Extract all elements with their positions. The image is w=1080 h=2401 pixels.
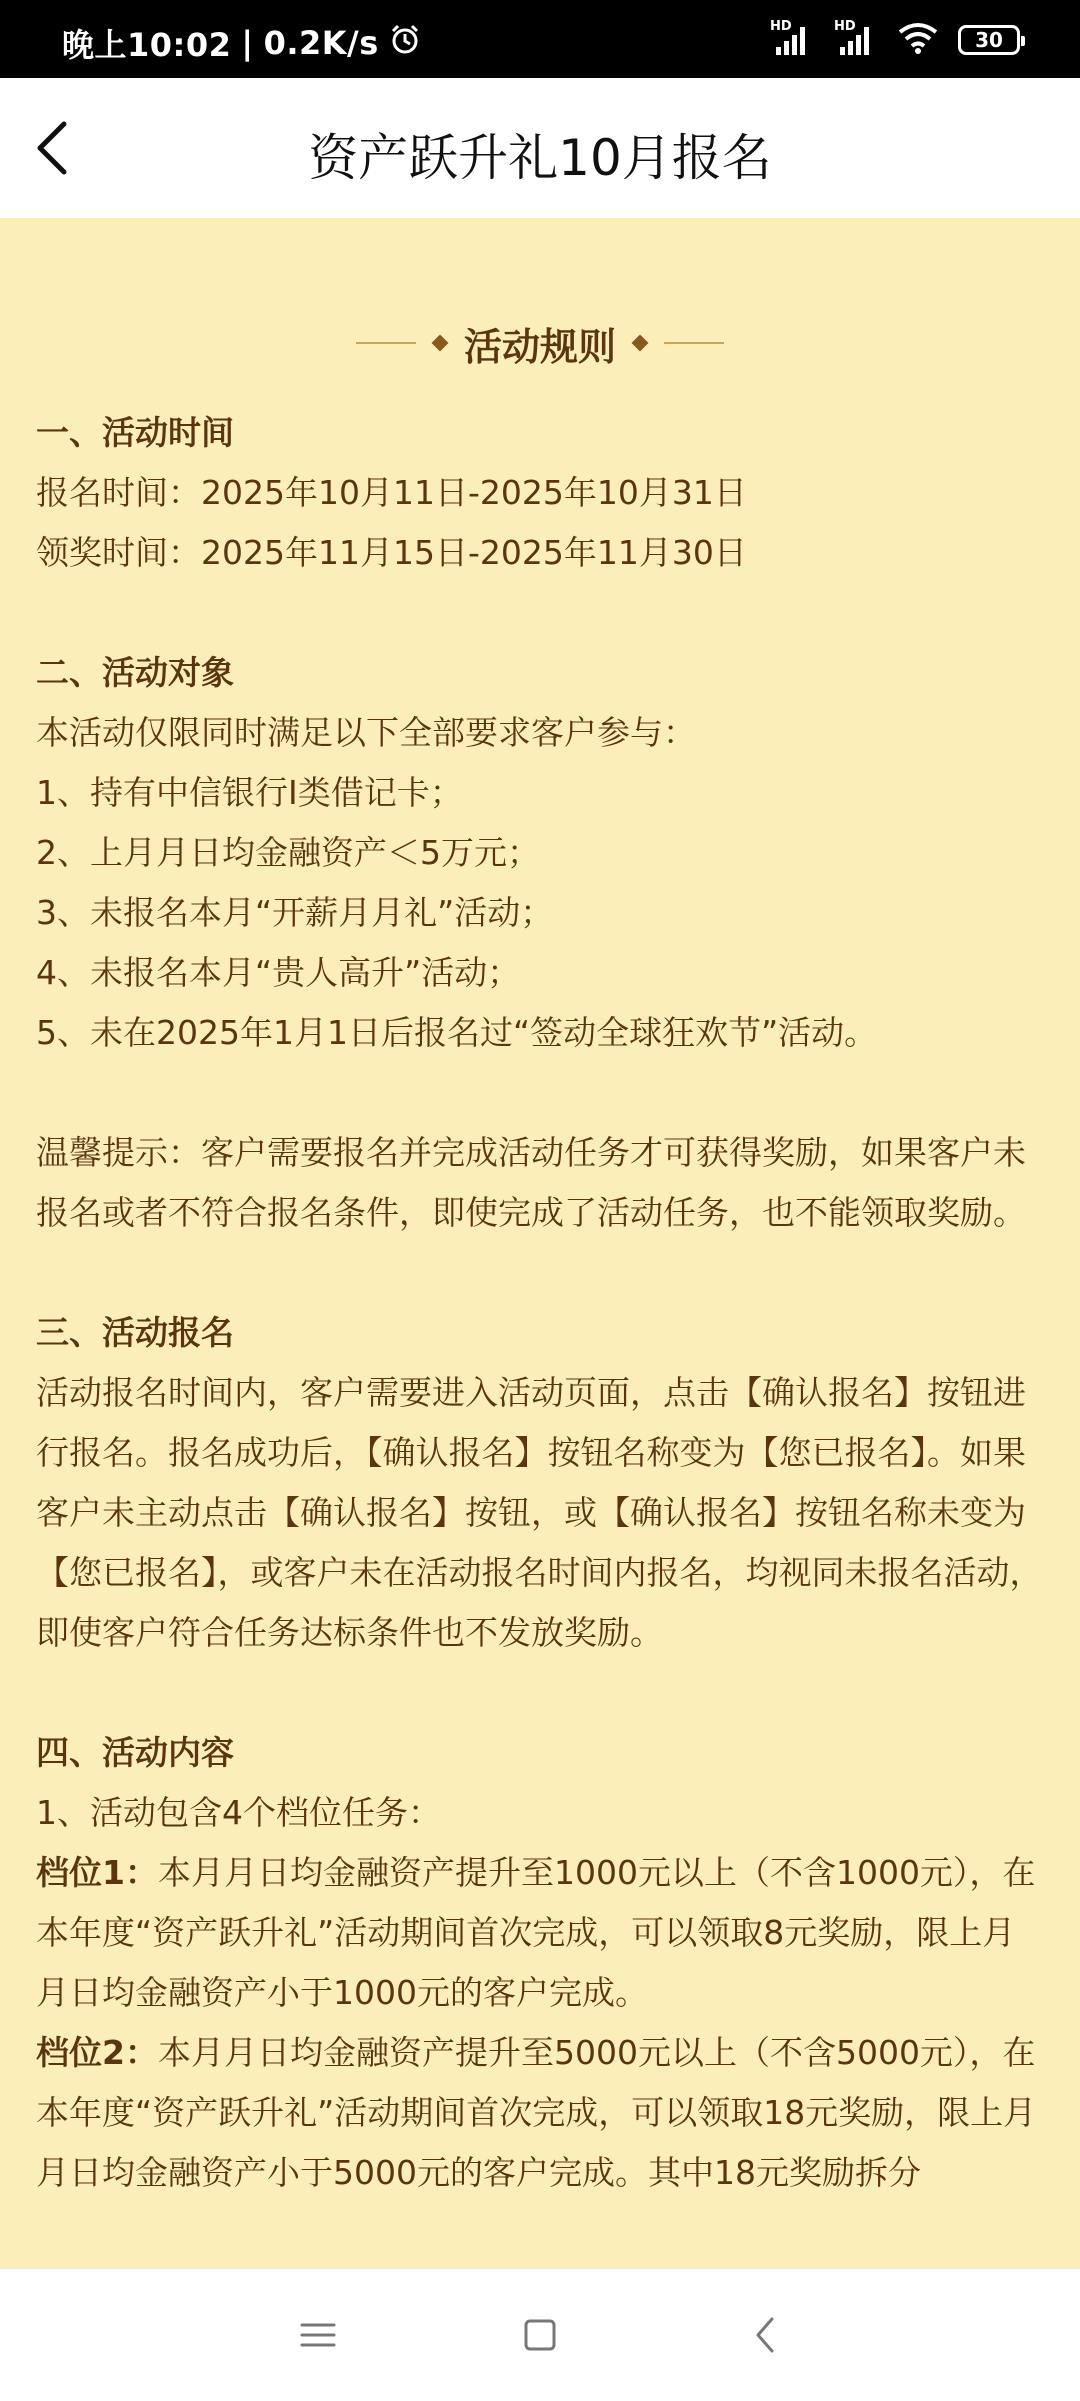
diamond-icon [431, 335, 448, 352]
rules-content[interactable] [0, 218, 1080, 2268]
battery-icon [958, 25, 1020, 55]
reward-time: 领奖时间：2025年11月15日-2025年11月30日 [36, 533, 747, 572]
divider-line-left [356, 342, 416, 344]
signal-icon-1 [770, 19, 814, 57]
audience-item: 2、上月月日均金融资产＜5万元； [36, 833, 540, 872]
section-title-time: 一、活动时间 [36, 413, 234, 452]
section-title-audience: 二、活动对象 [36, 653, 234, 692]
section-title-content: 四、活动内容 [36, 1733, 234, 1772]
audience-item: 4、未报名本月“贵人高升”活动； [36, 953, 521, 992]
signal-icon-2 [834, 19, 878, 57]
signup-text: 活动报名时间内，客户需要进入活动页面，点击【确认报名】按钮进行报名。报名成功后，【确认报名】按钮名称变为【您已报名】。如果客户未主动点击【确认报名】按钮，或【确认报名】按钮名称未变为【您已报名】，或客户未在活动报名时间内报名，均视同未报名活动，即使客户符合任务达标条件也不发放奖励。 [36, 1373, 1043, 1652]
system-nav-bar [0, 2268, 1080, 2401]
alarm-clock-icon [389, 23, 421, 63]
signup-time: 报名时间：2025年10月11日-2025年10月31日 [36, 473, 747, 512]
signal-hd-label-1: HD [770, 19, 792, 34]
rules-heading-text: 活动规则 [463, 324, 616, 369]
audience-item: 1、持有中信银行I类借记卡； [36, 773, 463, 812]
square-home-icon[interactable] [516, 2311, 564, 2359]
tier-2 [36, 2023, 1044, 2203]
wifi-icon [898, 22, 938, 58]
page-title: 资产跃升礼10月报名 [308, 129, 772, 187]
content-intro: 1、活动包含4个档位任务： [36, 1793, 441, 1832]
tier-1 [36, 1843, 1044, 2023]
back-triangle-icon[interactable] [742, 2311, 790, 2359]
signal-hd-label-2: HD [834, 19, 856, 34]
menu-icon[interactable] [294, 2311, 342, 2359]
rules-body [36, 403, 1044, 2203]
tier-1-label: 档位1： [36, 1853, 158, 1892]
battery-level: 30 [975, 28, 1003, 52]
app-header [0, 78, 1080, 218]
status-right [770, 19, 1020, 58]
tier-1-text: 本月月日均金融资产提升至1000元以上（不含1000元），在本年度“资产跃升礼”活动期间首次完成，可以领取8元奖励，限上月月日均金融资产小于1000元的客户完成。 [36, 1853, 1036, 2012]
status-bar [0, 0, 1080, 78]
status-separator: | [241, 24, 254, 62]
section-title-signup: 三、活动报名 [36, 1313, 234, 1352]
status-time: 晚上10:02 [62, 26, 232, 64]
tier-2-text: 本月月日均金融资产提升至5000元以上（不含5000元），在本年度“资产跃升礼”活动期间首次完成，可以领取18元奖励，限上月月日均金融资产小于5000元的客户完成。其中18元奖励拆分 [36, 2033, 1037, 2192]
status-left [62, 20, 421, 66]
diamond-icon [632, 335, 649, 352]
rules-heading [0, 313, 1080, 373]
status-net-speed: 0.2K/s [263, 24, 379, 62]
audience-item: 3、未报名本月“开薪月月礼”活动； [36, 893, 554, 932]
warm-tip: 温馨提示：客户需要报名并完成活动任务才可获得奖励，如果客户未报名或者不符合报名条件，即使完成了活动任务，也不能领取奖励。 [36, 1133, 1026, 1232]
audience-intro: 本活动仅限同时满足以下全部要求客户参与： [36, 713, 696, 752]
tier-2-label: 档位2： [36, 2033, 158, 2072]
divider-line-right [664, 342, 724, 344]
audience-item: 5、未在2025年1月1日后报名过“签动全球狂欢节”活动。 [36, 1013, 878, 1052]
